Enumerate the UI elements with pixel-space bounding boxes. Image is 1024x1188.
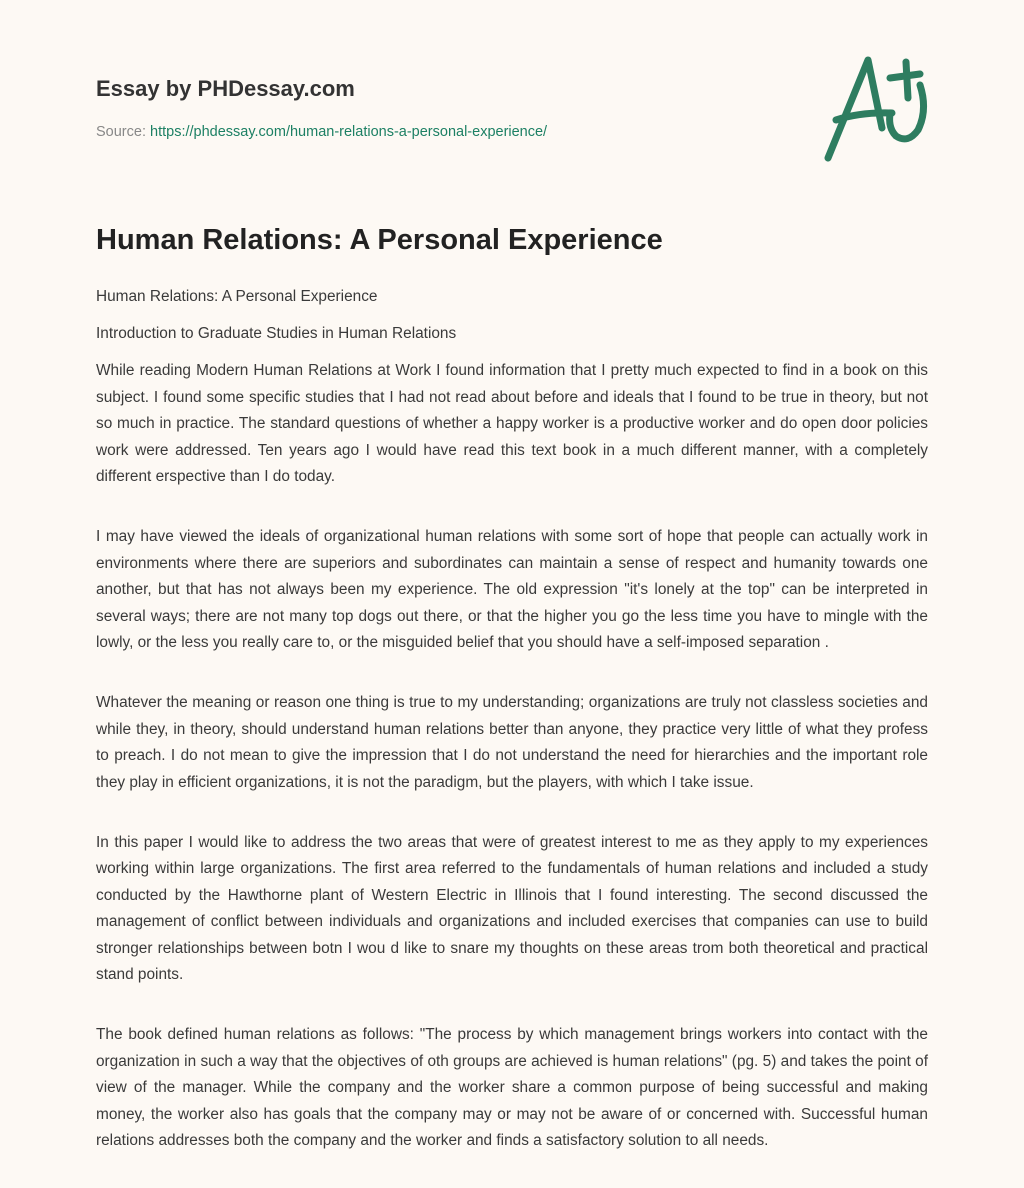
essay-body <box>96 284 928 1188</box>
source-line <box>96 124 547 140</box>
essay-subtitle: Introduction to Graduate Studies in Human Relations <box>96 325 457 342</box>
source-label: Source: <box>96 124 146 140</box>
page-title: Human Relations: A Personal Experience <box>96 224 663 256</box>
essay-paragraph: In this paper I would like to address the two areas that were of greatest interest to me as they apply to my experiences working within large organizations. The first area referred to the fundamentals of human relations and included a study conducted by the Hawthorne plant of Western Electric in Illinois that I found interesting. The second discussed the management of conflict between individuals and organizations and included exercises that companies can use to build stronger relationships between botn I wou d like to snare my thoughts on these areas trom both theoretical and practical stand points. <box>96 833 928 983</box>
essay-paragraph: I may have viewed the ideals of organizational human relations with some sort of hope that people can actually work in environments where there are superiors and subordinates can maintain a sense of respect and humanity towards one another, but that has not always been my experience. The old expression "it's lonely at the top" can be interpreted in several ways; there are not many top dogs out there, or that the higher you go the less time you have to mingle with the lowly, or the less you really care to, or the misguided belief that you should have a self-imposed separation . <box>96 528 928 651</box>
essay-paragraph: The book defined human relations as follows: "The process by which management brings workers into contact with the organization in such a way that the objectives of oth groups are achieved is human relations" (pg. 5) and takes the point of view of the manager. While the company and the worker share a common purpose of being successful and making money, the worker also has goals that the company may or may not be aware of or concerned with. Successful human relations addresses both the company and the worker and finds a satisfactory solution to all needs. <box>96 1026 928 1149</box>
a-plus-logo-icon <box>820 40 940 165</box>
essay-subtitle: Human Relations: A Personal Experience <box>96 288 378 305</box>
essay-paragraph: While reading Modern Human Relations at Work I found information that I pretty much expected to find in a book on this subject. I found some specific studies that I had not read about before and ideals that I found to be true in theory, but not so much in practice. The standard questions of whether a happy worker is a productive worker and do open door policies work were addressed. Ten years ago I would have read this text book in a much different manner, with a completely different erspective than I do today. <box>96 362 928 485</box>
site-brand: Essay by PHDessay.com <box>96 76 355 101</box>
source-link[interactable]: https://phdessay.com/human-relations-a-personal-experience/ <box>150 124 548 140</box>
essay-paragraph: Whatever the meaning or reason one thing is true to my understanding; organizations are truly not classless societies and while they, in theory, should understand human relations better than anyone, they practice very little of what they profess to preach. I do not mean to give the impression that I do not understand the need for hierarchies and the important role they play in efficient organizations, it is not the paradigm, but the players, with which I take issue. <box>96 694 928 791</box>
